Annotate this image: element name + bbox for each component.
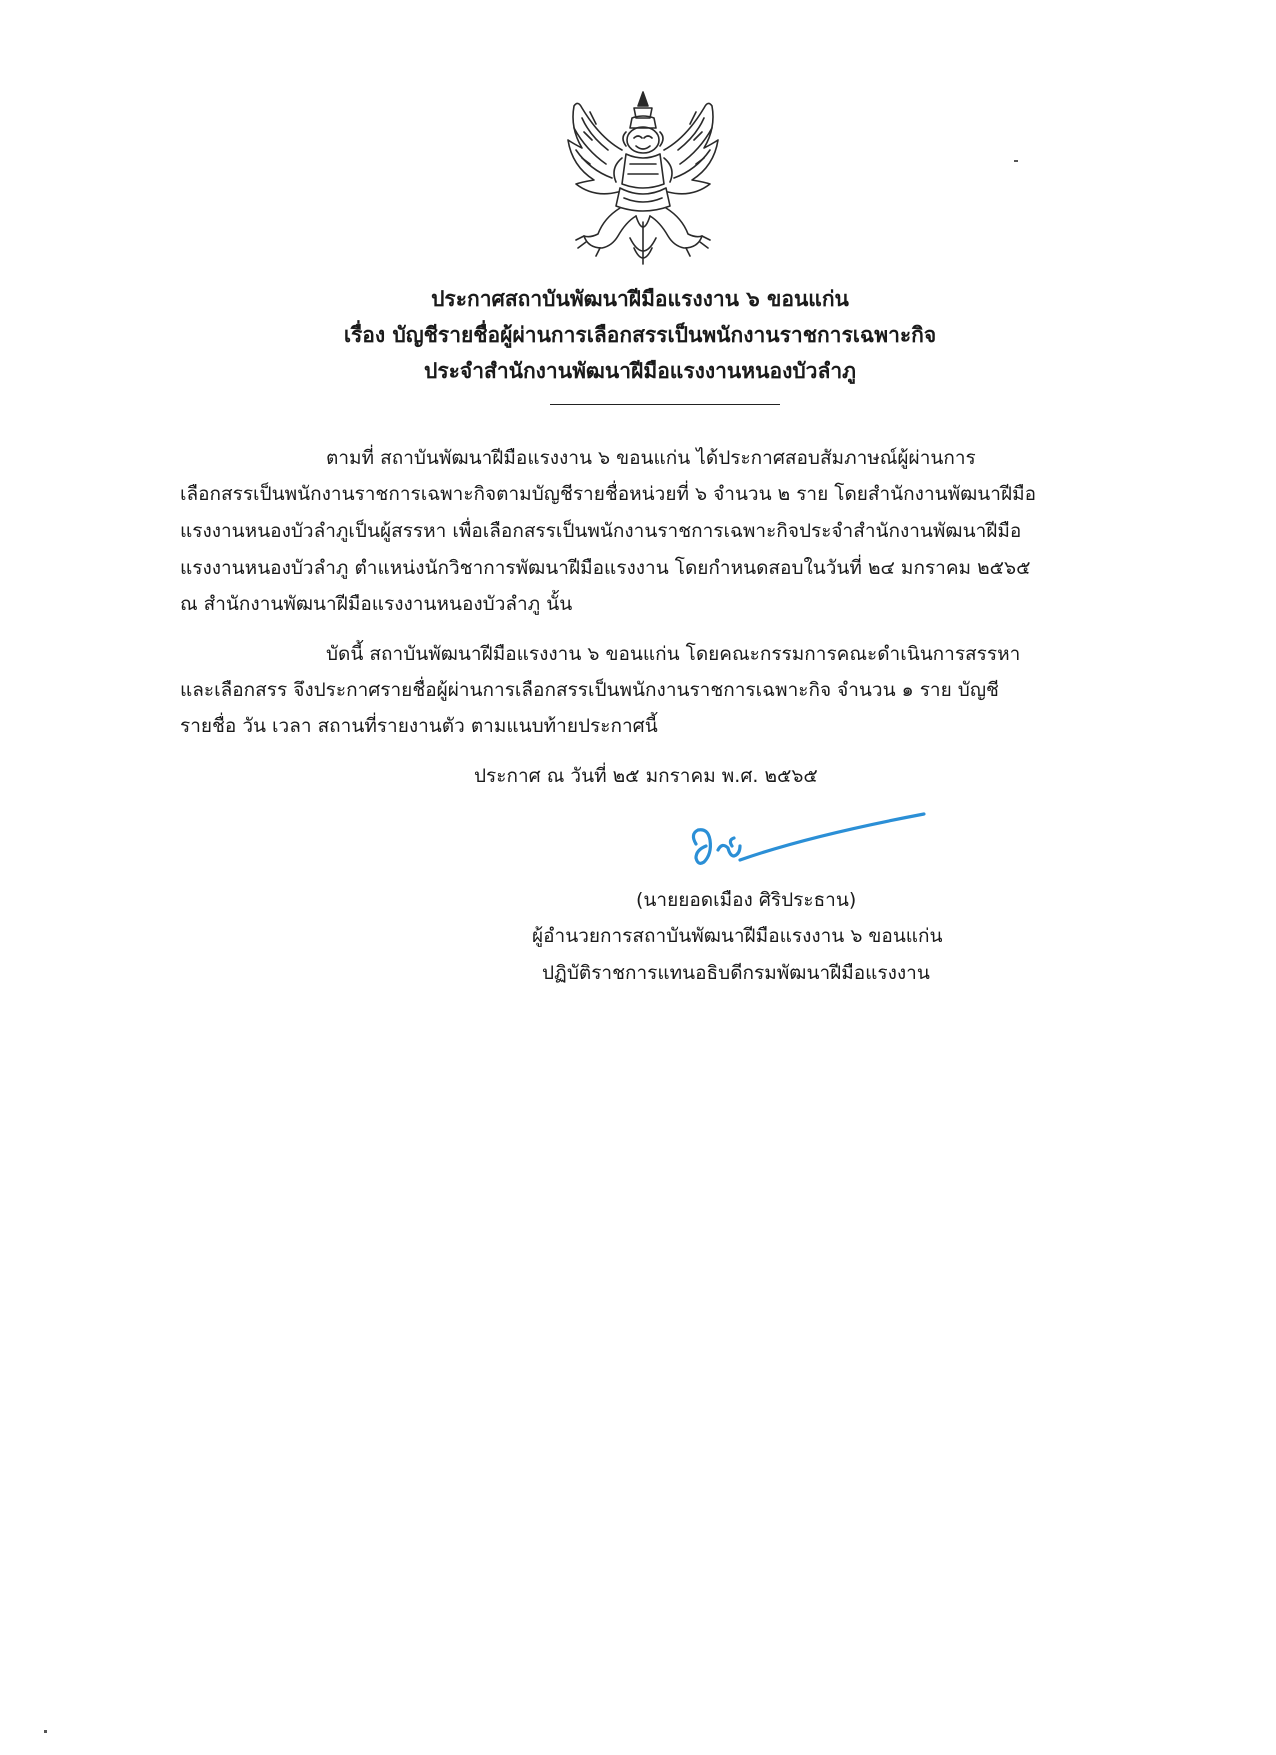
paragraph1-line: แรงงานหนองบัวลำภู ตำแหน่งนักวิชาการพัฒนาฝีมือแรงงาน โดยกำหนดสอบในวันที่ ๒๔ มกราคม ๒๕๖๕	[180, 557, 1031, 579]
signatory-position: ผู้อำนวยการสถาบันพัฒนาฝีมือแรงงาน ๖ ขอนแก่น	[532, 925, 943, 947]
garuda-emblem-icon	[560, 88, 726, 270]
signatory-name: (นายยอดเมือง ศิริประธาน)	[636, 889, 857, 911]
paragraph2-line: รายชื่อ วัน เวลา สถานที่รายงานตัว ตามแนบท้ายประกาศนี้	[180, 715, 658, 737]
scan-speck	[44, 1730, 47, 1733]
scan-speck	[1014, 160, 1018, 162]
paragraph1-line: แรงงานหนองบัวลำภูเป็นผู้สรรหา เพื่อเลือกสรรเป็นพนักงานราชการเฉพาะกิจประจำสำนักงานพัฒนาฝีมือ	[180, 520, 1022, 542]
paragraph1-line: ณ สำนักงานพัฒนาฝีมือแรงงานหนองบัวลำภู นั้น	[180, 593, 573, 615]
announcement-date: ประกาศ ณ วันที่ ๒๕ มกราคม พ.ศ. ๒๕๖๕	[474, 765, 818, 787]
paragraph1-line: ตามที่ สถาบันพัฒนาฝีมือแรงงาน ๖ ขอนแก่น ได้ประกาศสอบสัมภาษณ์ผู้ผ่านการ	[326, 447, 976, 469]
announcement-subject: เรื่อง บัญชีรายชื่อผู้ผ่านการเลือกสรรเป็นพนักงานราชการเฉพาะกิจ	[343, 323, 937, 347]
paragraph2-line: และเลือกสรร จึงประกาศรายชื่อผู้ผ่านการเลือกสรรเป็นพนักงานราชการเฉพาะกิจ จำนวน ๑ ราย บัญชี	[180, 679, 999, 701]
paragraph2-line: บัดนี้ สถาบันพัฒนาฝีมือแรงงาน ๖ ขอนแก่น โดยคณะกรรมการคณะดำเนินการสรรหา	[326, 643, 1021, 665]
heading-divider	[550, 404, 780, 405]
paragraph1-line: เลือกสรรเป็นพนักงานราชการเฉพาะกิจตามบัญชีรายชื่อหน่วยที่ ๖ จำนวน ๒ ราย โดยสำนักงานพัฒนาฝีมือ	[180, 483, 1037, 505]
announcement-title: ประกาศสถาบันพัฒนาฝีมือแรงงาน ๖ ขอนแก่น	[431, 287, 849, 311]
handwritten-signature-icon	[688, 800, 928, 880]
signatory-acting-position: ปฏิบัติราชการแทนอธิบดีกรมพัฒนาฝีมือแรงงาน	[542, 962, 930, 984]
announcement-office: ประจำสำนักงานพัฒนาฝีมือแรงงานหนองบัวลำภู	[424, 359, 856, 383]
